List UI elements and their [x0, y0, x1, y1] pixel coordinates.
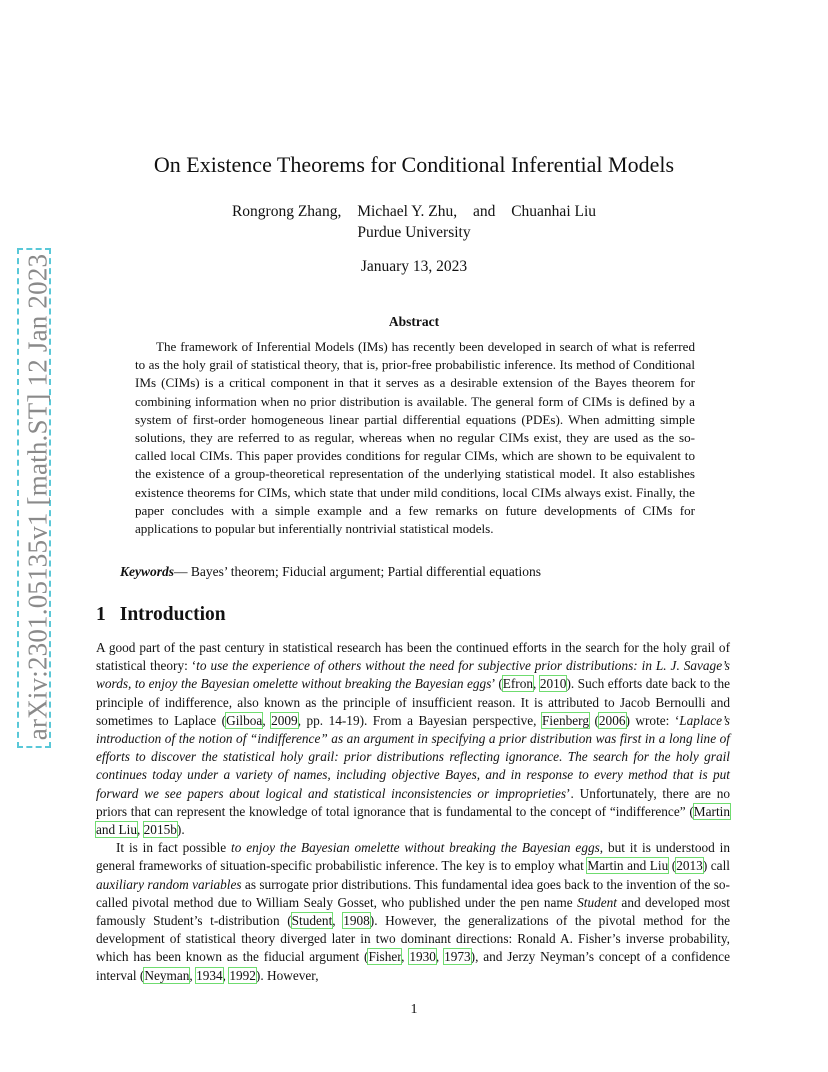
- arxiv-stamp[interactable]: arXiv:2301.05135v1 [math.ST] 12 Jan 2023: [22, 253, 53, 741]
- text-run: ,: [533, 676, 540, 692]
- emphasis-text: to enjoy the Bayesian omelette without breaking the Bayesian eggs: [231, 840, 600, 856]
- citation-link[interactable]: 2006: [598, 712, 626, 728]
- keywords-line: [120, 564, 541, 580]
- citation-link[interactable]: 1973: [444, 949, 471, 965]
- text-run: ) wrote: ‘: [625, 712, 680, 728]
- citation-link[interactable]: Efron: [502, 676, 534, 692]
- text-run: (: [668, 858, 677, 874]
- citation-link[interactable]: 2009: [271, 712, 298, 728]
- citation-link[interactable]: 1992: [229, 967, 256, 983]
- text-run: It is in fact possible: [116, 840, 232, 856]
- body-text: [96, 639, 730, 985]
- author-name: Rongrong Zhang,: [231, 203, 342, 220]
- text-run: ,: [332, 913, 344, 929]
- text-run: ,: [137, 822, 144, 838]
- text-run: ,: [262, 712, 272, 728]
- citation-link[interactable]: Martin and Liu: [587, 858, 669, 874]
- page-number: 1: [410, 1002, 418, 1017]
- citation-link[interactable]: Fienberg: [541, 712, 590, 728]
- quote-text: Laplace’s introduction of the notion of “indifference” as an argument in specifying a prior distribution was first in a long line of efforts to discover the statistical holy grail: prior distributions reflecting ignorance. The search for the holy grail continues today under a variety of names, including objective Bayes, and in response to every method that is put forward we see papers about logical and statistical inconsistencies or improprieties: [96, 712, 730, 801]
- text-run: ,: [435, 949, 445, 965]
- text-run: , pp. 14-19). From a Bayesian perspective,: [297, 712, 542, 728]
- section-title: Introduction: [119, 604, 226, 625]
- text-run: , but it is understood in general frameworks of situation-specific probabilistic inference. The key is to employ what: [96, 840, 730, 874]
- text-run: ).: [176, 822, 185, 838]
- author-conjunction: and: [472, 203, 496, 220]
- text-run: and developed most famously Student’s t-distribution (: [96, 894, 730, 929]
- text-run: as surrogate prior distributions. This fundamental idea goes back to the invention of the so-called pivotal method due to William Sealy Gosset, who published under the pen name: [96, 876, 730, 910]
- citation-link[interactable]: Neyman: [144, 967, 190, 983]
- paragraph: [96, 639, 730, 839]
- emphasis-text: auxiliary random variables: [96, 876, 242, 892]
- citation-link[interactable]: 1930: [409, 949, 436, 965]
- text-run: ’ (: [491, 676, 503, 692]
- text-run: ), and Jerzy Neyman’s concept of a confidence interval (: [96, 949, 730, 983]
- citation-link[interactable]: 2015b: [143, 822, 177, 838]
- citation-link[interactable]: Fisher: [368, 949, 402, 965]
- paragraph: [96, 839, 730, 985]
- citation-link[interactable]: Martin and Liu: [96, 803, 730, 838]
- citation-link[interactable]: 1934: [196, 967, 223, 983]
- text-run: (: [589, 712, 599, 728]
- abstract-heading: Abstract: [388, 314, 440, 329]
- citation-link[interactable]: 2013: [676, 858, 703, 874]
- author-list: [0, 203, 828, 221]
- keywords-label: Keywords: [120, 564, 174, 579]
- text-run: ,: [222, 967, 230, 983]
- section-heading: [96, 604, 226, 626]
- author-name: Michael Y. Zhu,: [357, 203, 458, 220]
- author-name: Chuanhai Liu: [511, 203, 597, 220]
- paper-title: On Existence Theorems for Conditional Inferential Models: [153, 152, 675, 177]
- section-number: 1: [96, 604, 106, 625]
- text-run: A good part of the past century in statistical research has been the continued efforts in the search for the holy grail of statistical theory: ‘: [96, 640, 730, 674]
- publication-date: January 13, 2023: [360, 258, 468, 275]
- keywords-text: — Bayes’ theorem; Fiducial argument; Partial differential equations: [174, 564, 542, 579]
- text-run: ,: [401, 949, 410, 965]
- citation-link[interactable]: Gilboa: [226, 712, 263, 728]
- text-run: ). However,: [255, 967, 319, 983]
- citation-link[interactable]: 1908: [343, 913, 370, 929]
- text-run: ,: [189, 967, 197, 983]
- text-run: ) call: [702, 858, 730, 874]
- abstract-body: The framework of Inferential Models (IMs) has recently been developed in search of what is referred to as the holy grail of statistical theory, that is, prior-free probabilistic inference. Its method of Conditional IMs (CIMs) is a critical component in that it serves as a desirable extension of the Bayes theorem for combining information when no prior distribution is available. The general form of CIMs is defined by a system of first-order homogeneous linear partial differential equations (PDEs). When admitting simple solutions, they are referred to as regular, whereas when no regular CIMs exist, they are used as the so-called local CIMs. This paper provides conditions for regular CIMs, which are shown to be equivalent to the existence of a group-theoretical representation of the underlying statistical model. It also establishes existence theorems for CIMs, which state that under mild conditions, local CIMs always exist. Finally, the paper concludes with a simple example and a few remarks on future developments of CIMs for applications to popular but inferentially nontrivial statistical models.: [135, 339, 695, 537]
- text-run: ’. Unfortunately, there are no priors that can represent the knowledge of total ignorance that is fundamental to the concept of “indifference” (: [96, 785, 730, 819]
- quote-text: to use the experience of others without the need for subjective prior distributions: in L. J. Savage’s words, to enjoy the Bayesian omelette without breaking the Bayesian eggs: [96, 658, 730, 692]
- citation-link[interactable]: Student: [291, 913, 333, 929]
- affiliation: Purdue University: [357, 224, 471, 241]
- text-run: ). Such efforts date back to the principle of indifference, also known as the principle of insufficient reason. It is attributed to Jacob Bernoulli and sometimes to Laplace (: [96, 676, 730, 728]
- text-run: ). However, the generalizations of the pivotal method for the development of statistical theory diverged later in two dominant directions: Ronald A. Fisher’s inverse probability, which has been known as the fiducial argument (: [96, 913, 731, 965]
- emphasis-text: Student: [577, 894, 617, 910]
- citation-link[interactable]: 2010: [539, 676, 567, 692]
